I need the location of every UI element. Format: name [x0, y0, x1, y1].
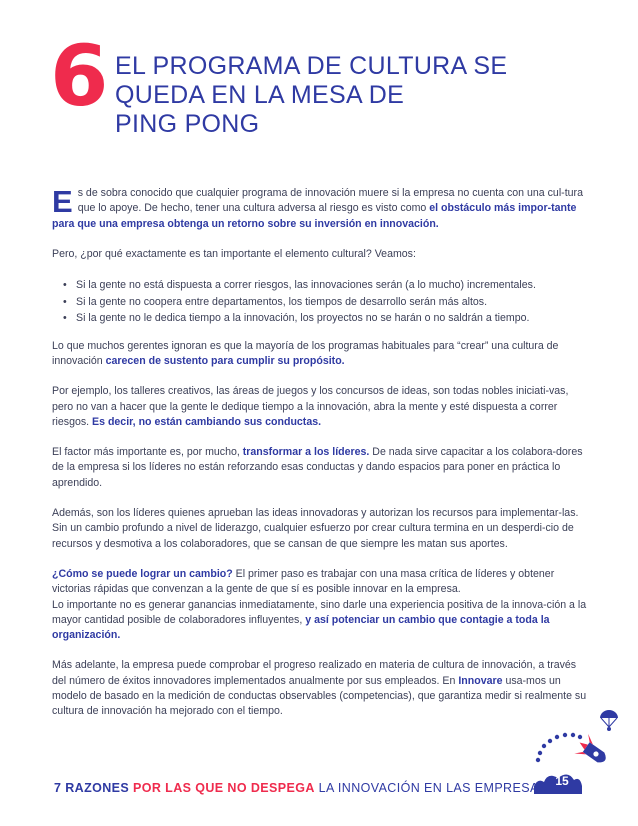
footer-part-1: 7 RAZONES [54, 781, 130, 795]
list-item: • Si la gente no está dispuesta a correr riesgos, las innovaciones serán (a lo mucho) incrementales. [63, 277, 588, 294]
footer-part-2: POR LAS QUE NO DESPEGA [133, 781, 315, 795]
chapter-title [115, 52, 595, 139]
page-number: 15 [555, 774, 569, 788]
title-line-1: EL PROGRAMA DE CULTURA SE [115, 52, 508, 80]
paragraph-innovare: Más adelante, la empresa puede comprobar el progreso realizado en materia de cultura de innovación, a través del número de éxitos innovadores implementados anualmente por sus empleados. En Innovare usa-mos un modelo de basado en la medición de conductas observables (competencias), que garantiza medir si realmente su cultura de innovación ha mejorado con el tiempo. [52, 659, 587, 718]
question-paragraph: Pero, ¿por qué exactamente es tan importante el elemento cultural? Veamos: [52, 247, 416, 260]
bullet-icon: • [63, 295, 67, 308]
chapter-number: 6 [50, 27, 107, 125]
paragraph-managers: Lo que muchos gerentes ignoran es que la mayoría de los programas habituales para “crear” una cultura de innovación carecen de sustento para cumplir su propósito. [52, 339, 559, 367]
list-item: • Si la gente no le dedica tiempo a la innovación, los proyectos no se harán o no saldrán a tiempo. [63, 310, 588, 327]
footer-part-3: LA INNOVACIÓN EN LAS EMPRESAS [318, 781, 548, 795]
intro-paragraph [52, 186, 588, 232]
bullet-icon: • [63, 312, 67, 325]
bullet-icon: • [63, 279, 67, 292]
paragraph-leaders: El factor más importante es, por mucho, transformar a los líderes. De nada sirve capacitar a los colabora-dores de la empresa si los líderes no están reforzando esas conductas y dando espacios para poner en práctica lo aprendido. [52, 446, 583, 489]
title-line-3: PING PONG [115, 110, 260, 138]
title-line-2: QUEDA EN LA MESA DE [115, 81, 405, 109]
paragraph-approval: Además, son los líderes quienes aprueban las ideas innovadoras y autorizan los recursos para implementar-las. Sin un cambio profundo a nivel de liderazgo, cualquier esfuerzo por crear cultura termina en un desperdi-cio de recursos y desmotiva a los colaboradores, que se cansan de que siempre les matan sus aportes. [52, 507, 579, 550]
reasons-list [52, 277, 588, 327]
paragraph-example: Por ejemplo, los talleres creativos, las áreas de juegos y los concursos de ideas, son todas nobles iniciati-vas, pero no van a hacer que la gente le dedique tiempo a la innovación, abra la mente y esté dispuesta a correr riesgos. Es decir, no están cambiando sus conductas. [52, 385, 569, 428]
intro-text: s de sobra conocido que cualquier programa de innovación muere si la empresa no cuenta con una cul-tura que lo apoye. De hecho, tener una cultura adversa al riesgo es visto como [77, 187, 583, 215]
paragraph-change: ¿Cómo se puede lograr un cambio? El primer paso es trabajar con una masa crítica de líderes y obtener victorias rápidas que convenzan a la gente de que sí es posible innovar en la empresa. Lo importante no es generar ganancias inmediatamente, sino darle una experiencia positiva de la innova-ción a la mayor cantidad posible de colaboradores influyentes, y así potenciar un cambio que contagie a toda la organización. [52, 567, 587, 642]
intro-bold: el obstáculo más impor-tante para que una empresa obtenga un retorno sobre su inversión en innovación. [52, 202, 577, 230]
list-item: • Si la gente no coopera entre departamentos, los tiempos de desarrollo serán más altos. [63, 294, 588, 311]
footer [54, 781, 547, 795]
parachute-icon [600, 710, 618, 731]
body-content [52, 186, 588, 735]
drop-cap: E [52, 184, 73, 219]
